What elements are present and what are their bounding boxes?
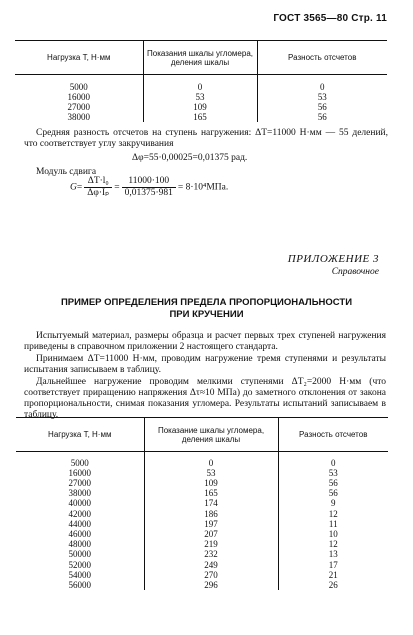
angle-formula: Δφ=55·0,00025=0,01375 рад. bbox=[132, 153, 248, 163]
cell-difference: 56 bbox=[278, 488, 388, 498]
modulus-formula: G= $\frac{\text{ΔT·l₀}}{\text{Δφ·Iₚ}}$ = $\frac{11000\cdot 100}{0,01375\cdot 981}$ = 8·10⁴МПа. bbox=[70, 176, 229, 198]
mean-difference-text: Средняя разность отсчетов на ступень нагружения: ΔT=11000 Н·мм — 55 делений, что соответствует углу закручивания bbox=[24, 128, 388, 149]
page-header: ГОСТ 3565—80 Стр. 11 bbox=[273, 13, 387, 24]
cell-reading: 232 bbox=[144, 549, 278, 559]
paragraph-3: Дальнейшее нагружение проводим мелкими ступенями ΔT₂=2000 Н·мм (что соответствует приращению напряжения Δτ≈10 МПа) до заметного отклонения от закона пропорциональности, снимая показания угломера. Результаты испытаний записываем в таблицу. bbox=[24, 377, 386, 420]
paragraph-2: Принимаем ΔT=11000 Н·мм, проводим нагружение тремя ступенями и результаты испытания записываем в таблицу. bbox=[24, 354, 386, 375]
cell-load: 40000 bbox=[68, 498, 91, 509]
cell-difference: 10 bbox=[278, 529, 388, 539]
cell-difference: 9 bbox=[278, 498, 388, 508]
appendix-subtitle: Справочное bbox=[331, 267, 379, 277]
cell-difference: 17 bbox=[278, 560, 388, 570]
cell-reading: 0 bbox=[144, 458, 278, 468]
table-loading-1 bbox=[15, 40, 387, 122]
cell-reading: 270 bbox=[144, 570, 278, 580]
column-header-load: Нагрузка T, Н·мм bbox=[16, 418, 144, 452]
cell-reading: 249 bbox=[144, 560, 278, 570]
cell-reading: 197 bbox=[144, 519, 278, 529]
section-title-line2: ПРИ КРУЧЕНИИ bbox=[169, 309, 244, 320]
cell-load: 52000 bbox=[68, 559, 91, 570]
cell-difference: 0 bbox=[278, 458, 388, 468]
cell-load: 42000 bbox=[68, 508, 91, 519]
table-row: 16000 53 53 bbox=[15, 92, 387, 102]
cell-reading: 207 bbox=[144, 529, 278, 539]
table-row bbox=[16, 509, 388, 519]
table-row bbox=[16, 549, 388, 559]
cell-difference: 56 bbox=[278, 478, 388, 488]
cell-difference: 11 bbox=[278, 519, 388, 529]
cell-load: 38000 bbox=[68, 488, 91, 499]
table-row: 27000 109 56 bbox=[15, 102, 387, 112]
section-title: ПРИМЕР ОПРЕДЕЛЕНИЯ ПРЕДЕЛА ПРОПОРЦИОНАЛЬНОСТИ bbox=[60, 297, 353, 308]
table-row bbox=[16, 478, 388, 488]
cell-load: 48000 bbox=[68, 539, 91, 550]
table-row bbox=[16, 560, 388, 570]
table-row bbox=[16, 498, 388, 508]
cell-reading: 174 bbox=[144, 498, 278, 508]
appendix-title: ПРИЛОЖЕНИЕ 3 bbox=[287, 253, 379, 265]
cell-difference: 12 bbox=[278, 539, 388, 549]
table-loading-2 bbox=[16, 417, 388, 590]
cell-difference: 21 bbox=[278, 570, 388, 580]
cell-reading: 186 bbox=[144, 509, 278, 519]
cell-difference: 26 bbox=[278, 580, 388, 590]
table-row: 5000 0 0 bbox=[15, 82, 387, 92]
table-row bbox=[16, 458, 388, 468]
table-row bbox=[16, 468, 388, 478]
cell-difference: 12 bbox=[278, 509, 388, 519]
cell-difference: 13 bbox=[278, 549, 388, 559]
column-header-difference: Разность отсчетов bbox=[257, 41, 387, 75]
table-row bbox=[16, 488, 388, 498]
cell-reading: 53 bbox=[144, 468, 278, 478]
table-row bbox=[16, 570, 388, 580]
table-row bbox=[16, 580, 388, 590]
cell-load: 44000 bbox=[68, 518, 91, 529]
modulus-label: Модуль сдвига bbox=[36, 167, 97, 177]
cell-reading: 109 bbox=[144, 478, 278, 488]
cell-load: 54000 bbox=[68, 569, 91, 580]
cell-load: 5000 bbox=[70, 457, 89, 468]
column-header-reading: Показание шкалы угломера, деления шкалы bbox=[144, 418, 278, 452]
cell-load: 56000 bbox=[68, 579, 91, 590]
cell-reading: 219 bbox=[144, 539, 278, 549]
column-header-difference: Разность отсчетов bbox=[278, 418, 388, 452]
table-row bbox=[16, 539, 388, 549]
cell-reading: 296 bbox=[144, 580, 278, 590]
column-header-reading: Показания шкалы угломера, деления шкалы bbox=[143, 41, 257, 75]
paragraph-1: Испытуемый материал, размеры образца и расчет первых трех ступеней нагружения приведены в справочном приложении 2 настоящего стандарта. bbox=[24, 331, 386, 352]
cell-load: 27000 bbox=[68, 477, 91, 488]
cell-reading: 165 bbox=[144, 488, 278, 498]
cell-difference: 53 bbox=[278, 468, 388, 478]
cell-load: 46000 bbox=[68, 528, 91, 539]
table-row bbox=[16, 529, 388, 539]
table-row bbox=[16, 519, 388, 529]
cell-load: 50000 bbox=[68, 549, 91, 560]
table-row: 38000 165 56 bbox=[15, 112, 387, 122]
column-header-load: Нагрузка T, Н·мм bbox=[15, 41, 143, 75]
cell-load: 16000 bbox=[68, 467, 91, 478]
